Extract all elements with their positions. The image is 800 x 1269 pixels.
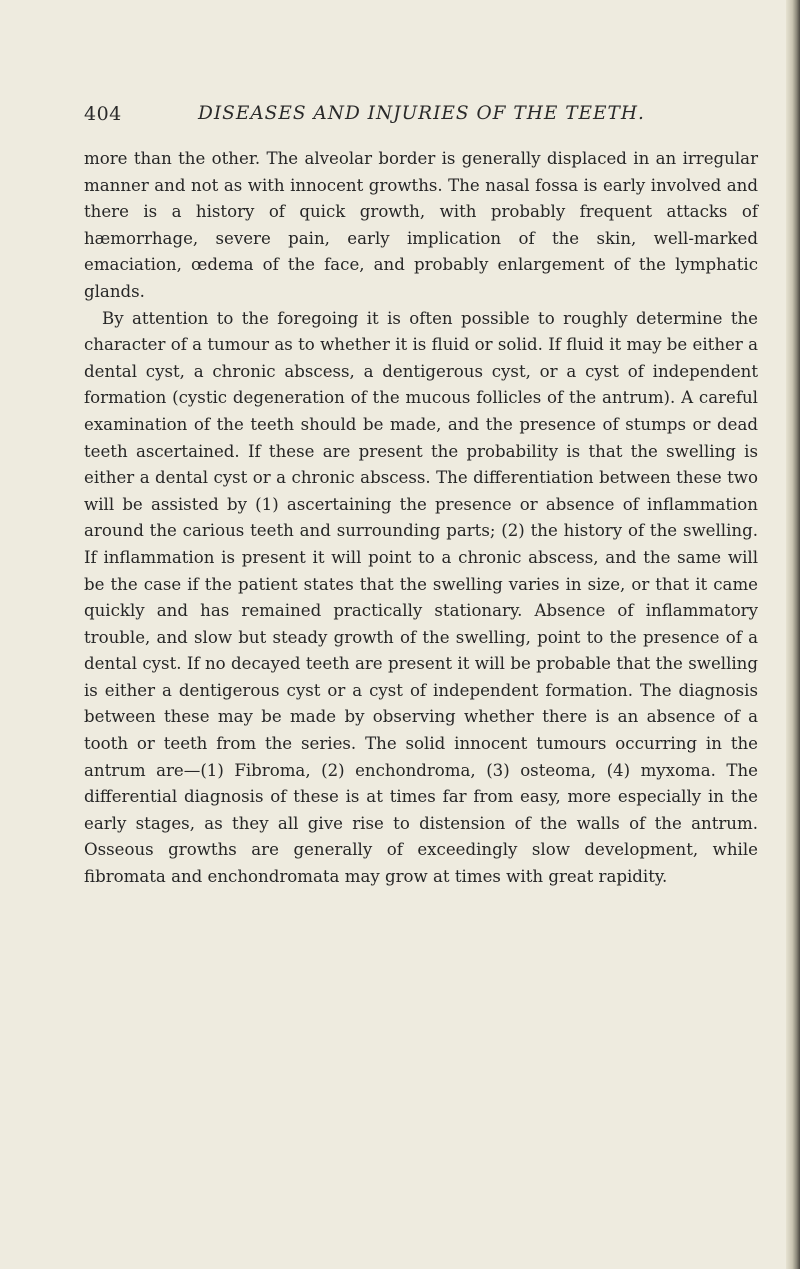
page-number: 404 (84, 103, 122, 125)
page-edge-shadow (786, 0, 800, 1269)
paragraph: By attention to the foregoing it is often possible to roughly determine the character of a tumour as to whether it is fluid or solid. If fluid it may be either a dental cyst, a chronic abscess, a dentigerous cyst, or a cyst of independent formation (cystic degeneration of the mucous follicles of the antrum). A careful examination of the teeth should be made, and the presence of stumps or dead teeth ascertained. If these are present the probability is that the swelling is either a dental cyst or a chronic abscess. The differentiation between these two will be assisted by (1) ascertaining the presence or absence of inflammation around the carious teeth and surrounding parts; (2) the history of the swelling. If inflammation is present it will point to a chronic abscess, and the same will be the case if the patient states that the swelling varies in size, or that it came quickly and has remained practically stationary. Absence of inflammatory trouble, and slow but steady growth of the swelling, point to the presence of a dental cyst. If no decayed teeth are present it will be probable that the swelling is either a dentigerous cyst or a cyst of independent formation. The diagnosis between these may be made by observing whether there is an absence of a tooth or teeth from the series. The solid innocent tumours occurring in the antrum are—(1) Fibroma, (2) enchondroma, (3) osteoma, (4) myxoma. The differential diagnosis of these is at times far from easy, more especially in the early stages, as they all give rise to distension of the walls of the antrum. Osseous growths are generally of exceedingly slow development, while fibromata and enchondromata may grow at times with great rapidity. (84, 308, 758, 887)
running-title: DISEASES AND INJURIES OF THE TEETH. (198, 103, 645, 124)
page-header (84, 103, 764, 133)
paragraph: more than the other. The alveolar border is generally displaced in an irregular manner and not as with innocent growths. The nasal fossa is early involved and there is a history of quick growth, with probably frequent attacks of hæmorrhage, severe pain, early implication of the skin, well-marked emaciation, œdema of the face, and probably enlargement of the lymphatic glands. (84, 149, 758, 301)
body-text (84, 146, 758, 891)
